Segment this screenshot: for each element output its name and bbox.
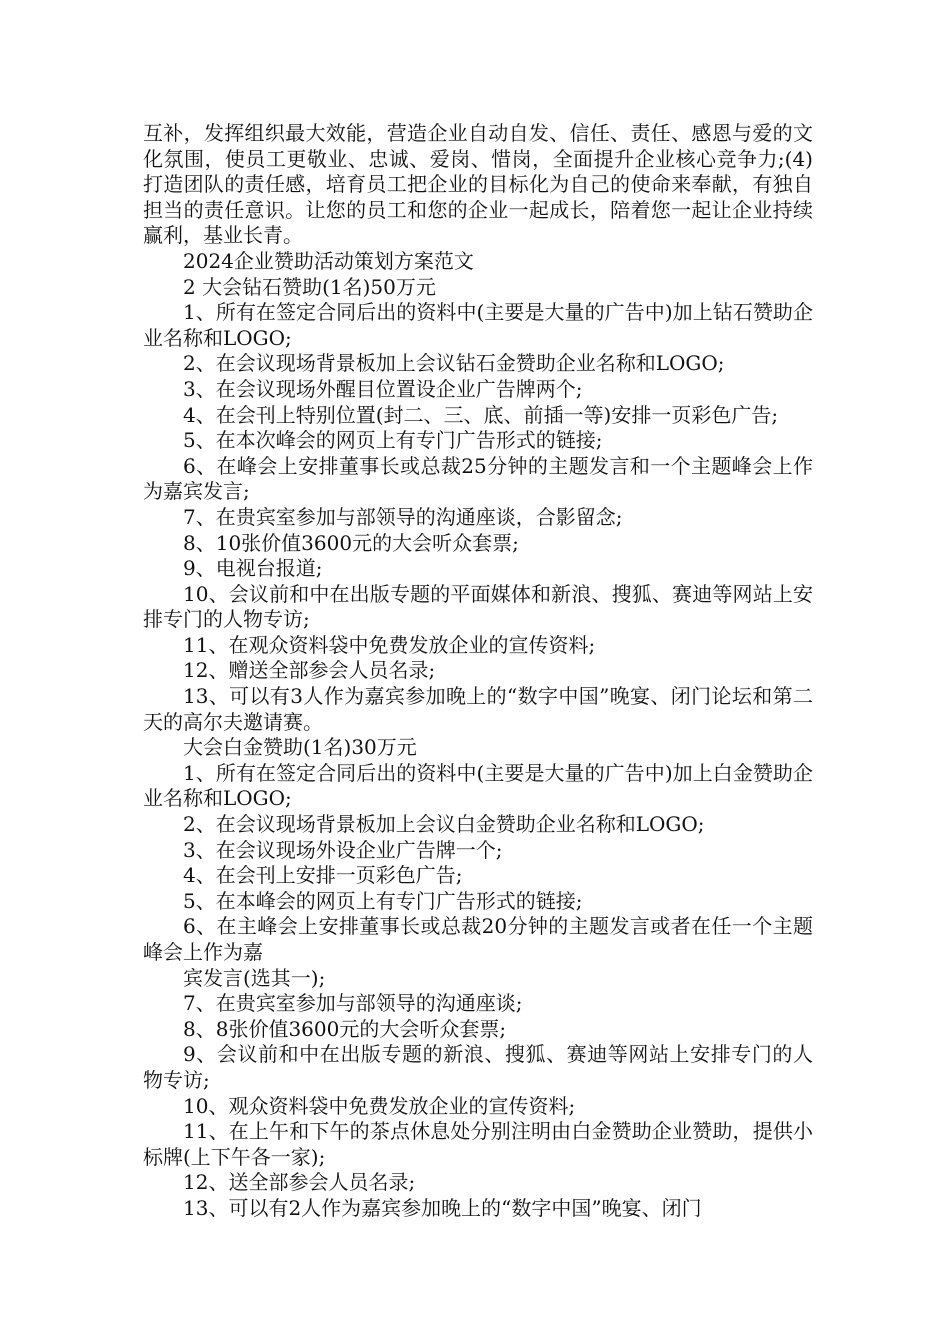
- platinum-item-9: 9、会议前和中在出版专题的新浪、搜狐、赛迪等网站上安排专门的人物专访;: [143, 1042, 813, 1092]
- document-page: [143, 121, 813, 1222]
- platinum-item-13: 13、可以有2人作为嘉宾参加晚上的“数字中国”晚宴、闭门: [183, 1195, 702, 1220]
- diamond-item-3: 3、在会议现场外醒目位置设企业广告牌两个;: [183, 376, 583, 401]
- diamond-item-13: 13、可以有3人作为嘉宾参加晚上的“数字中国”晚宴、闭门论坛和第二天的高尔夫邀请赛。: [143, 684, 813, 734]
- diamond-item-12: 12、赠送全部参会人员名录;: [183, 658, 436, 683]
- diamond-item-2: 2、在会议现场背景板加上会议钻石金赞助企业名称和LOGO;: [183, 351, 725, 376]
- platinum-item-6: 6、在主峰会上安排董事长或总裁20分钟的主题发言或者在任一个主题峰会上作为嘉: [143, 914, 813, 964]
- diamond-item-6: 6、在峰会上安排董事长或总裁25分钟的主题发言和一个主题峰会上作为嘉宾发言;: [143, 453, 813, 504]
- platinum-item-1: 1、所有在签定合同后出的资料中(主要是大量的广告中)加上白金赞助企业名称和LOGO;: [143, 760, 813, 811]
- diamond-item-4: 4、在会刊上特别位置(封二、三、底、前插一等)安排一页彩色广告;: [183, 402, 779, 427]
- platinum-item-10: 10、观众资料袋中免费发放企业的宣传资料;: [183, 1093, 576, 1118]
- platinum-item-6-continued: 宾发言(选其一);: [183, 965, 326, 990]
- platinum-item-8: 8、8张价值3600元的大会听众套票;: [183, 1016, 507, 1041]
- diamond-item-8: 8、10张价值3600元的大会听众套票;: [183, 530, 519, 555]
- diamond-item-11: 11、在观众资料袋中免费发放企业的宣传资料;: [183, 632, 596, 657]
- platinum-item-12: 12、送全部参会人员名录;: [183, 1170, 416, 1195]
- platinum-item-3: 3、在会议现场外设企业广告牌一个;: [183, 837, 503, 862]
- platinum-item-5: 5、在本峰会的网页上有专门广告形式的链接;: [183, 888, 583, 913]
- diamond-item-9: 9、电视台报道;: [183, 556, 323, 581]
- diamond-heading: 2 大会钻石赞助(1名)50万元: [183, 274, 436, 299]
- diamond-item-5: 5、在本次峰会的网页上有专门广告形式的链接;: [183, 428, 603, 453]
- platinum-item-4: 4、在会刊上安排一页彩色广告;: [183, 863, 463, 888]
- diamond-item-1: 1、所有在签定合同后出的资料中(主要是大量的广告中)加上钻石赞助企业名称和LOGO;: [143, 300, 813, 350]
- document-title: 2024企业赞助活动策划方案范文: [183, 248, 474, 273]
- intro-paragraph: 互补，发挥组织最大效能，营造企业自动自发、信任、责任、感恩与爱的文化氛围，使员工更敬业、忠诚、爱岗、惜岗，全面提升企业核心竞争力;(4)打造团队的责任感，培育员工把企业的目标化为自己的使命来奉献，有独自担当的责任意识。让您的员工和您的企业一起成长，陪着您一起让企业持续赢利，基业长青。: [143, 121, 813, 248]
- platinum-item-2: 2、在会议现场背景板加上会议白金赞助企业名称和LOGO;: [183, 812, 705, 837]
- diamond-item-10: 10、会议前和中在出版专题的平面媒体和新浪、搜狐、赛迪等网站上安排专门的人物专访;: [143, 581, 813, 632]
- diamond-item-7: 7、在贵宾室参加与部领导的沟通座谈，合影留念;: [183, 504, 623, 529]
- platinum-heading: 大会白金赞助(1名)30万元: [183, 735, 417, 760]
- platinum-item-11: 11、在上午和下午的茶点休息处分别注明由白金赞助企业赞助，提供小标牌(上下午各一家);: [143, 1119, 813, 1169]
- platinum-item-7: 7、在贵宾室参加与部领导的沟通座谈;: [183, 991, 523, 1016]
